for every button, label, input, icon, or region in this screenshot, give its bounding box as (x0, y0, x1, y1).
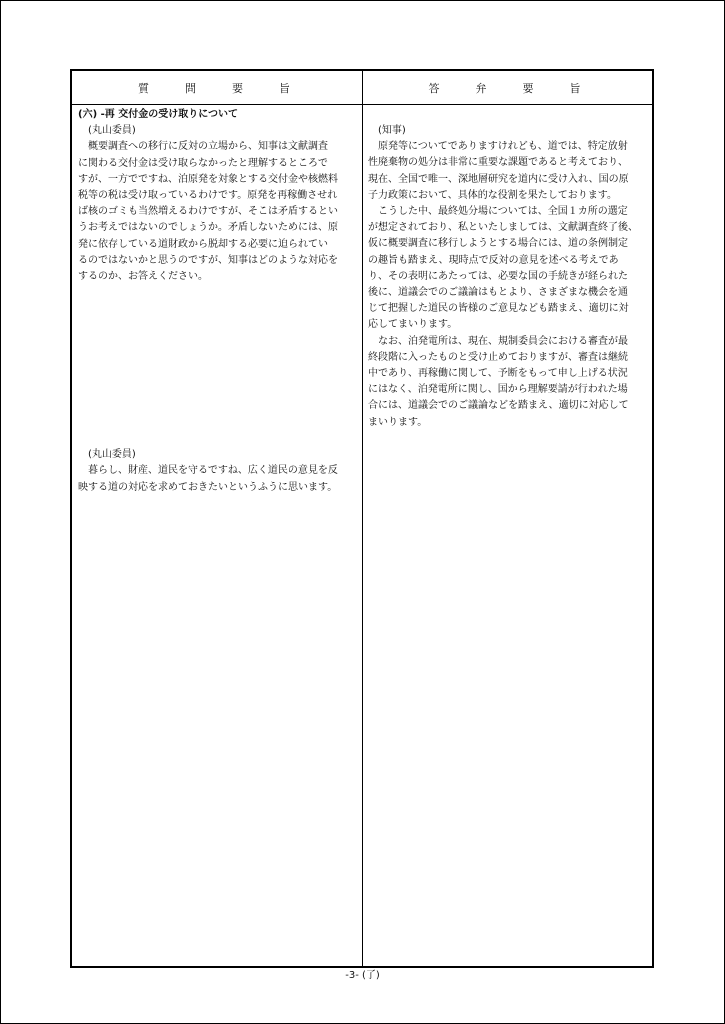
text-line: すが、一方でですね、泊原発を対象とする交付金や核燃料 (78, 173, 338, 185)
text-line: に関わる交付金は受け取らなかったと理解するところで (78, 157, 328, 169)
page-number: -3- (了) (345, 970, 380, 981)
text-line: こうした中、最終処分場については、全国１カ所の選定 (368, 206, 628, 218)
text-line: 現在、全国で唯一、深地層研究を道内に受け入れ、国の原 (368, 173, 629, 185)
text-line: 税等の税は受け取っているわけです。原発を再稼働させれ (78, 190, 338, 202)
text-line: 合には、道議会でのご議論などを踏まえ、適切に対応して (368, 400, 629, 412)
answer-column (368, 107, 648, 431)
answer-header: 答弁要旨 (428, 81, 617, 95)
text-line: 仮に概要調査に移行しようとする場合には、道の条例制定 (368, 238, 628, 250)
text-line: するのか、お答えください。 (78, 271, 208, 283)
text-line: 子力政策において、具体的な役割を果たしております。 (368, 189, 617, 201)
text-line: 原発等についてでありますけれども、道では、特定放射 (368, 141, 628, 153)
text-line: ば核のゴミも当然増えるわけですが、そこは矛盾するとい (78, 206, 338, 218)
column-divider (362, 71, 363, 966)
speaker-label: (知事) (378, 125, 406, 136)
text-line: 中であり、再稼働に関して、予断をもって申し上げる状況 (368, 368, 628, 380)
question-column (78, 107, 358, 496)
question-paragraph-1 (78, 139, 358, 285)
text-line: 発に依存している道財政から脱却する必要に迫られてい (78, 238, 328, 250)
text-line: まいります。 (368, 416, 428, 428)
text-line: 応してまいります。 (368, 319, 458, 331)
answer-paragraph-1 (368, 139, 648, 204)
text-line: 映する道の対応を求めておきたいというふうに思います。 (78, 481, 338, 493)
question-paragraph-2 (78, 463, 358, 495)
speaker-label: (丸山委員) (88, 125, 136, 137)
answer-paragraph-2 (368, 204, 648, 334)
text-line: 概要調査への移行に反対の立場から、知事は文献調査 (78, 141, 328, 153)
text-line: るのではないかと思うのですが、知事はどのような対応を (78, 254, 338, 266)
text-line: の趣旨も踏まえ、現時点で反対の意見を述べる考えであ (368, 254, 619, 266)
question-header: 質問要旨 (138, 81, 326, 95)
text-line: 終段階に入ったものと受け止めておりますが、審査は継続 (368, 351, 628, 363)
text-line: 暮らし、財産、道民を守るですね、広く道民の意見を反 (78, 465, 338, 477)
question-title: (六) -再 交付金の受け取りについて (78, 109, 239, 120)
qa-table (70, 69, 654, 968)
answer-paragraph-3 (368, 334, 648, 431)
text-line: 性廃棄物の処分は非常に重要な課題であると考えており、 (368, 157, 628, 169)
speaker-label: (丸山委員) (88, 449, 136, 461)
text-line: なお、泊発電所は、現在、規制委員会における審査が最 (368, 335, 628, 347)
header-divider (72, 104, 652, 105)
text-line: 後に、道議会でのご議論はもとより、さまざまな機会を通 (368, 287, 628, 299)
text-line: り、その表明にあたっては、必要な国の手続きが経られた (368, 270, 628, 282)
text-line: うお考えではないのでしょうか。矛盾しないためには、原 (78, 222, 338, 234)
text-line: にはなく、泊発電所に関し、国から理解要請が行われた場 (368, 384, 628, 396)
text-line: が想定されており、私といたしましては、文献調査終了後、 (368, 222, 638, 234)
text-line: じて把握した道民の皆様のご意見なども踏まえ、適切に対 (368, 303, 629, 315)
